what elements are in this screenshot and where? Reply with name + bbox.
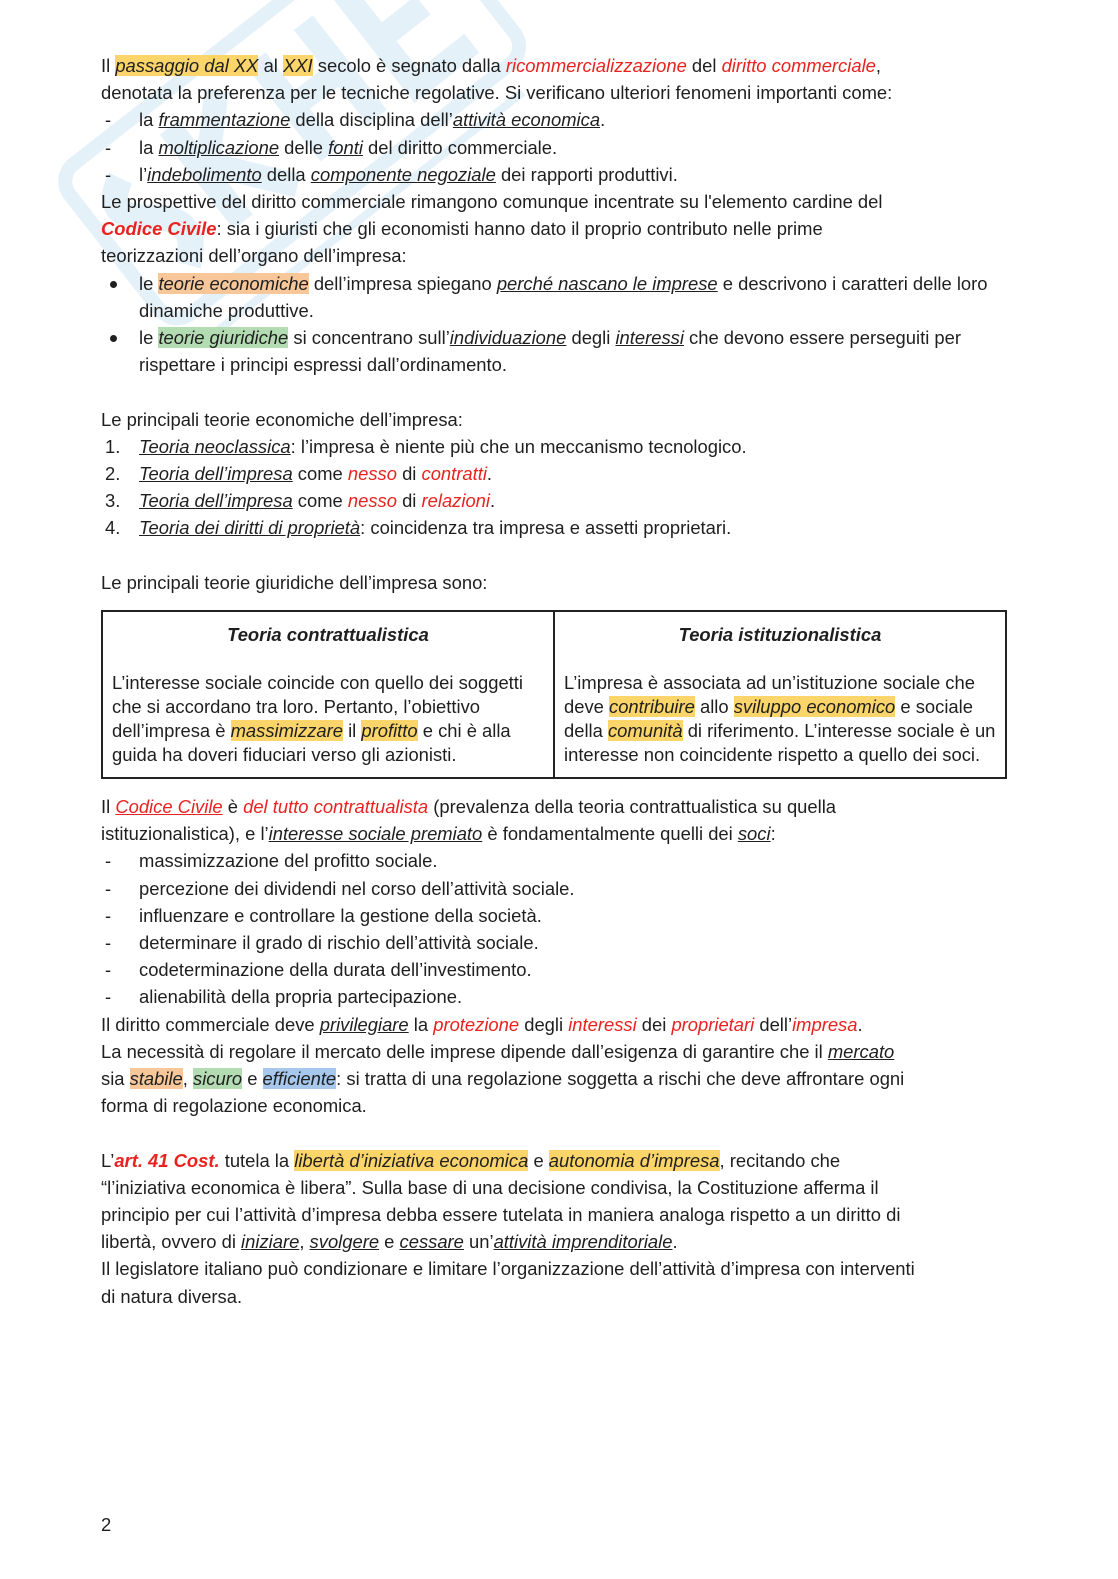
term-art-41-cost: art. 41 Cost. [114,1149,220,1171]
list-item: - la frammentazione della disciplina dell’attività economica. [101,106,1021,133]
phenomena-list [101,106,1021,188]
list-item: - determinare il grado di rischio dell’attività sociale. [101,929,1021,956]
table-header-istituzionalistica: Teoria istituzionalistica [678,624,882,646]
legal-theories-table [101,610,1007,779]
paragraph-legislatore: Il legislatore italiano può condizionare e limitare l’organizzazione dell’attività d’impresa con interventi di natura diversa. [101,1258,915,1307]
list-item: - percezione dei dividendi nel corso dell’attività sociale. [101,875,1021,902]
list-item: - codeterminazione della durata dell’investimento. [101,956,1021,983]
economic-theories-intro: Le principali teorie economiche dell’impresa: [101,408,463,430]
highlight-teorie-economiche: teorie economiche [158,272,309,294]
list-item: 3. Teoria dell’impresa come nesso di relazioni. [105,490,496,512]
table-header-contrattualistica: Teoria contrattualistica [227,624,429,646]
highlight-teorie-giuridiche: teorie giuridiche [158,327,289,349]
highlight-xxi-century: XXI [283,55,313,76]
highlight-sicuro: sicuro [193,1068,243,1090]
term-codice-civile: Codice Civile [101,218,217,240]
highlight-xx-century: passaggio dal XX [115,55,259,76]
list-item: - la moltiplicazione delle fonti del diritto commerciale. [101,134,1021,161]
paragraph-intro: Il passaggio dal XX al XXI secolo è segnato dalla ricommercializzazione del diritto commerciale, denotata la preferenza per le tecniche regolative. Si verificano ulteriori fenomeni importanti come: [101,55,893,104]
paragraph-prospettive: Le prospettive del diritto commerciale rimangono comunque incentrate su l'elemento cardine del Codice Civile: sia i giuristi che gli economisti hanno dato il proprio contributo nelle prime teorizzazioni dell’organo dell’impresa: [101,191,883,267]
term-diritto-commerciale: diritto commerciale [721,55,876,76]
page-number: 2 [101,1514,112,1535]
highlight-efficiente: efficiente [262,1068,337,1090]
list-item: 2. Teoria dell’impresa come nesso di contratti. [105,463,493,485]
list-item: 1. Teoria neoclassica: l’impresa è niente più che un meccanismo tecnologico. [105,435,747,457]
highlight-stabile: stabile [129,1068,183,1090]
theories-bullet-list [101,270,1021,379]
paragraph-codice-civile: Il Codice Civile è del tutto contrattualista (prevalenza della teoria contrattualistica su quella istituzionalistica), e l’interesse sociale premiato è fondamentalmente quelli dei soci: [101,796,837,845]
list-item: le teorie giuridiche si concentrano sull’individuazione degli interessi che devono essere perseguiti per rispettare i principi espressi dall’ordinamento. [101,324,1021,378]
paragraph-protezione: Il diritto commerciale deve privilegiare la protezione degli interessi dei proprietari dell’impresa. [101,1013,863,1035]
list-item: 4. Teoria dei diritti di proprietà: coincidenza tra impresa e assetti proprietari. [105,517,732,539]
table-cell-istituzionalistica: Teoria istituzionalistica L’impresa è associata ad un’istituzione sociale che deve contribuire allo sviluppo economico e sociale della comunità di riferimento. L’interesse sociale è un interesse non coincidente rispetto a quello dei soci. [554,611,1006,778]
paragraph-mercato: La necessità di regolare il mercato delle imprese dipende dall’esigenza di garantire che il mercato sia stabile, sicuro e efficiente: si tratta di una regolazione soggetta a rischi che deve affrontare ogni forma di regolazione economica. [101,1040,905,1117]
economic-theories-list [101,433,1021,542]
table-cell-contrattualistica: Teoria contrattualistica L’interesse sociale coincide con quello dei soggetti che si accordano tra loro. Pertanto, l’obiettivo dell’impresa è massimizzare il profitto e chi è alla guida ha doveri fiduciari verso gli azionisti. [102,611,554,778]
list-item: - alienabilità della propria partecipazione. [101,983,1021,1010]
list-item: - influenzare e controllare la gestione della società. [101,902,1021,929]
list-item: le teorie economiche dell’impresa spiegano perché nascano le imprese e descrivono i caratteri delle loro dinamiche produttive. [101,270,1021,324]
paragraph-art-41: L’art. 41 Cost. tutela la libertà d’iniziativa economica e autonomia d’impresa, recitando che “l’iniziativa economica è libera”. Sulla base di una decisione condivisa, la Costituzione afferma il principio per cui l’attività d’impresa debba essere tutelata in maniera analoga rispetto a un diritto di libertà, ovvero di iniziare, svolgere e cessare un’attività imprenditoriale. [101,1149,901,1253]
list-item: - l’indebolimento della componente negoziale dei rapporti produttivi. [101,161,1021,188]
list-item: - massimizzazione del profitto sociale. [101,847,1021,874]
document-page [101,52,1021,1310]
term-ricommercializzazione: ricommercializzazione [505,55,687,76]
shareholder-interests-list [101,847,1021,1010]
legal-theories-intro: Le principali teorie giuridiche dell’impresa sono: [101,571,488,593]
